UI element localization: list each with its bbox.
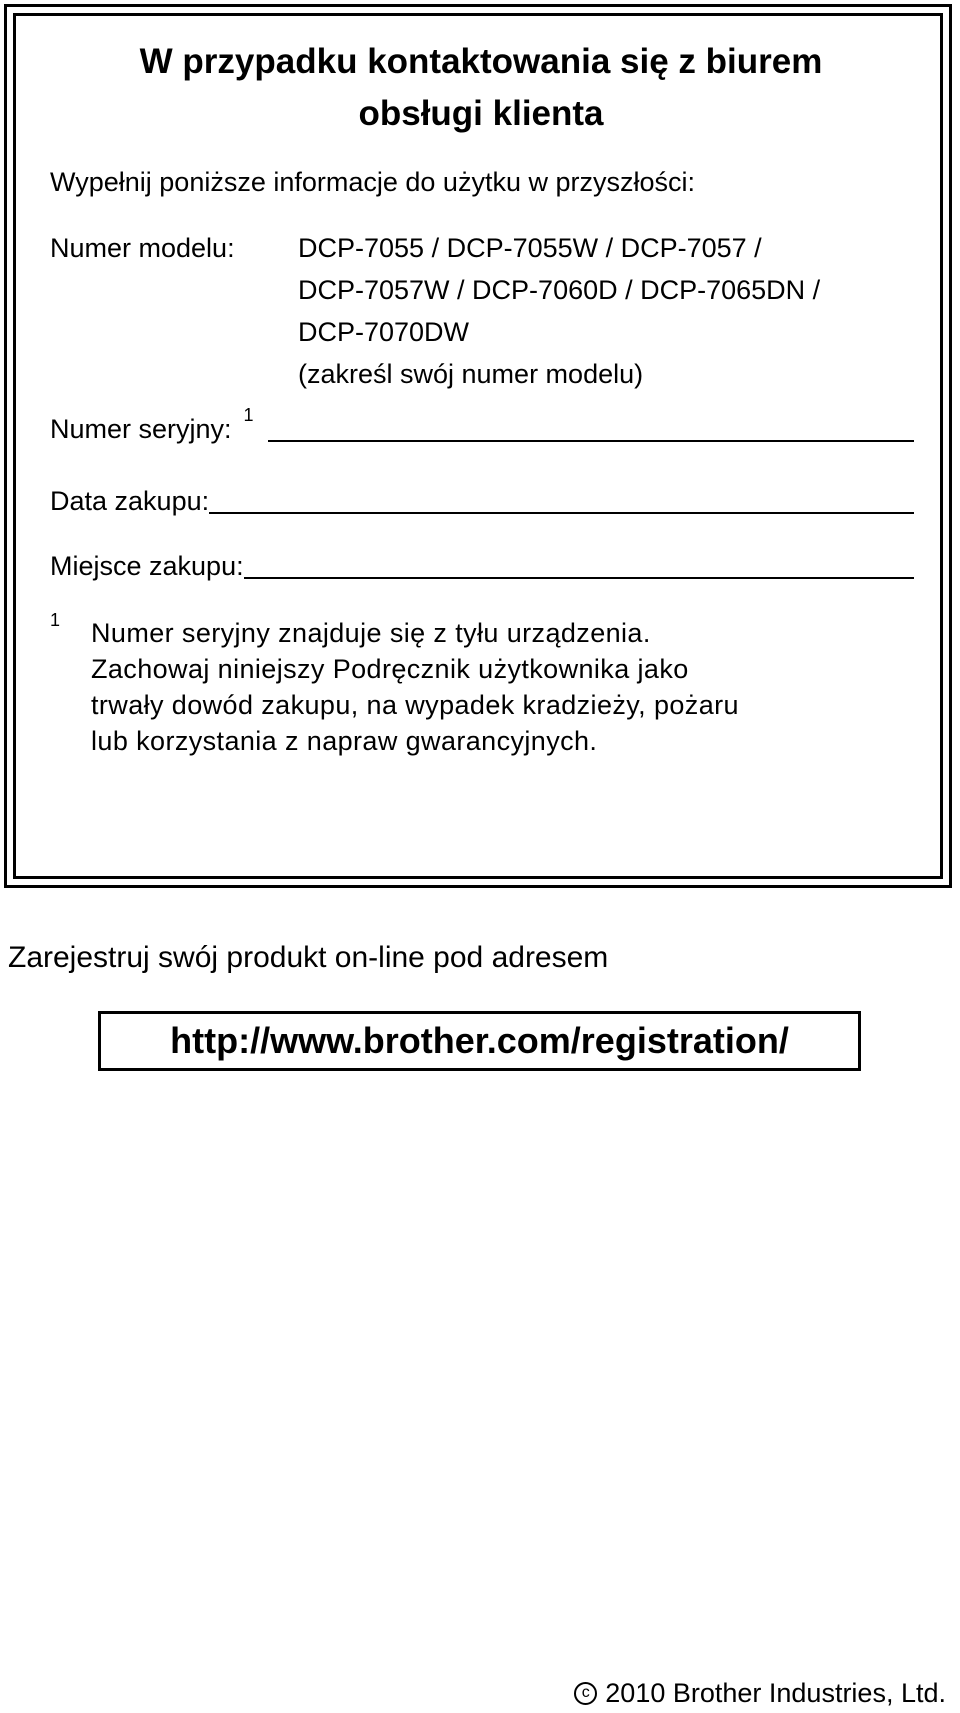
purchase-place-row	[50, 549, 914, 583]
purchase-place-field[interactable]	[244, 576, 914, 579]
footnote-marker: 1	[50, 610, 61, 630]
model-label: Numer modelu:	[50, 233, 235, 263]
model-line-2: DCP-7057W / DCP-7060D / DCP-7065DN /	[298, 275, 821, 305]
title-line-1: W przypadku kontaktowania się z biurem	[139, 42, 823, 81]
footnote-line-2: Zachowaj niniejszy Podręcznik użytkownika jako	[91, 654, 689, 684]
footnote-line-3: trwały dowód zakupu, na wypadek kradzieży, pożaru	[91, 690, 739, 720]
purchase-date-field[interactable]	[209, 511, 914, 514]
footnote-line-4: lub korzystania z napraw gwarancyjnych.	[91, 726, 598, 756]
model-note: (zakreśl swój numer modelu)	[298, 359, 644, 389]
footnote-line-1: Numer seryjny znajduje się z tyłu urządzenia.	[91, 618, 651, 648]
serial-number-row	[50, 405, 914, 446]
purchase-date-label: Data zakupu:	[50, 486, 210, 516]
copyright-text: 2010 Brother Industries, Ltd.	[605, 1678, 946, 1708]
registration-text: Zarejestruj swój produkt on-line pod adresem	[8, 941, 609, 974]
serial-footnote-marker: 1	[243, 405, 254, 425]
model-line-1: DCP-7055 / DCP-7055W / DCP-7057 /	[298, 233, 762, 263]
footnote-text	[91, 615, 951, 759]
copyright-notice	[574, 1676, 946, 1710]
title-line-2: obsługi klienta	[358, 94, 604, 133]
model-line-3: DCP-7070DW	[298, 317, 470, 347]
model-list	[298, 227, 820, 395]
serial-number-field[interactable]	[268, 439, 914, 442]
purchase-place-label: Miejsce zakupu:	[50, 551, 244, 581]
copyright-icon	[574, 1682, 597, 1705]
instructions-text: Wypełnij poniższe informacje do użytku w przyszłości:	[50, 167, 695, 197]
purchase-date-row	[50, 484, 914, 518]
page-title	[16, 36, 946, 140]
registration-url-link[interactable]: http://www.brother.com/registration/	[98, 1011, 861, 1071]
serial-number-label: Numer seryjny:	[50, 414, 232, 444]
